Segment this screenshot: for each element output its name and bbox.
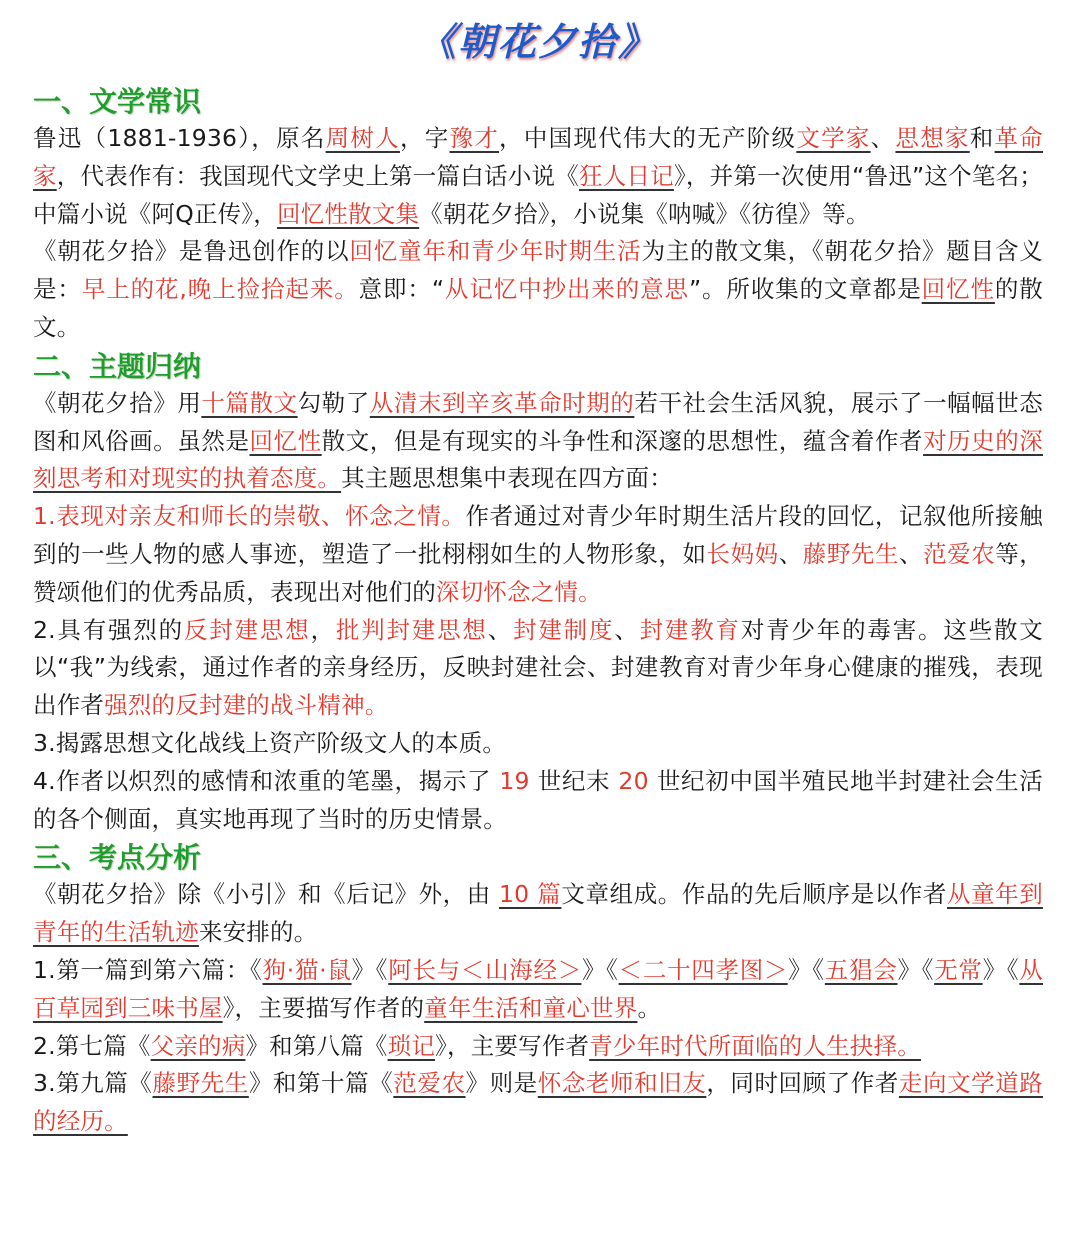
highlight: 回忆童年和青少年时期生活: [349, 237, 642, 266]
key-term: ＜二十四孝图＞: [618, 955, 788, 984]
key-term: 十篇散文: [201, 388, 298, 417]
text-run: 》，并第一次使用“鲁迅”这个笔名；中篇小说《阿Q正传》，: [33, 161, 1044, 228]
key-term: 怀念老师和旧友: [537, 1069, 707, 1098]
key-term: 狗·猫·鼠: [262, 955, 352, 984]
section-heading: 一、文学常识: [33, 85, 202, 118]
text-run: 鲁迅（1881-1936），原名: [33, 124, 326, 152]
key-term: 文学家: [796, 124, 871, 152]
highlight: 封建制度: [513, 615, 615, 644]
text-run: 散文，但是有现实的斗争性和深邃的思想性，蕴含着作者: [321, 426, 924, 455]
highlight: 早上的花,晚上捡拾起来。: [81, 275, 359, 304]
key-term: 对历史的深刻思考和对现实的执着态度。: [33, 426, 1043, 493]
highlight: 从记忆中抄出来的意思: [444, 275, 689, 304]
text-run: 、: [614, 615, 640, 644]
section-heading: 二、主题归纳: [33, 349, 202, 383]
text-run: 》和第十篇《: [248, 1069, 394, 1098]
section-exam-analysis: [33, 840, 1043, 1141]
text-run: 4.作者以炽烈的感情和浓重的笔墨，揭示了: [33, 766, 500, 795]
paragraph: [33, 725, 1043, 763]
highlight: 19: [499, 766, 530, 795]
text-run: 等，赞颂他们的优秀品质，表现出对他们的: [33, 539, 1044, 606]
highlight: 范爱农: [923, 539, 996, 568]
key-term: 童年生活和童心世界: [424, 993, 638, 1022]
text-run: 》和第八篇《: [245, 1031, 388, 1060]
key-term: 父亲的病: [150, 1031, 246, 1060]
text-run: 勾勒了: [297, 388, 370, 417]
key-term: 走向文学道路的经历。: [33, 1069, 1044, 1136]
text-run: 来安排的。: [198, 918, 318, 947]
section-heading: 三、考点分析: [33, 841, 202, 875]
highlight: 封建教育: [639, 615, 741, 644]
key-term: 回忆性: [921, 275, 995, 304]
key-term: 10 篇: [498, 880, 562, 909]
text-run: 2.具有强烈的: [33, 615, 184, 644]
text-run: 为主的散文集，《朝花夕拾》题目含义是：: [33, 237, 1043, 304]
text-run: 和: [969, 124, 995, 152]
section-theme-summary: [33, 349, 1043, 839]
paragraph: [33, 1065, 1043, 1141]
paragraph: [33, 385, 1043, 498]
text-run: 3.第九篇《: [33, 1069, 153, 1098]
text-run: 《朝花夕拾》用: [33, 388, 202, 417]
text-run: ，中国现代伟大的无产阶级: [499, 124, 797, 152]
paragraph: [33, 876, 1043, 952]
highlight: 20: [618, 766, 649, 795]
text-run: 》，主要写作者: [435, 1031, 590, 1060]
key-term: 琐记: [387, 1031, 436, 1060]
key-term: 从童年到青年的生活轨迹: [33, 880, 1043, 947]
text-run: 》《: [897, 955, 935, 984]
text-run: 》《: [351, 955, 389, 984]
text-run: 对青少年的毒害。这些散文以“我”为线索，通过作者的亲身经历，反映封建社会、封建教育对青少年身心健康的摧残，表现出作者: [33, 615, 1043, 720]
text-run: ，: [310, 615, 336, 644]
key-term: 从百草园到三味书屋: [33, 955, 1044, 1022]
highlight: 深切怀念之情。: [435, 577, 602, 606]
text-run: 、: [899, 539, 924, 568]
text-run: ，代表作有：我国现代文学史上第一篇白话小说《: [56, 161, 579, 190]
key-term: 五猖会: [824, 955, 898, 984]
text-run: 、: [778, 539, 803, 568]
text-run: 》《: [982, 955, 1020, 984]
paragraph: [33, 120, 1043, 233]
text-run: 文章组成。作品的先后顺序是以作者: [561, 880, 947, 909]
text-run: 《朝花夕拾》除《小引》和《后记》外，由: [33, 880, 499, 909]
text-run: 其主题思想集中表现在四方面：: [341, 464, 673, 493]
highlight: 1.表现对亲友和师长的崇敬、怀念之情。: [33, 502, 466, 531]
text-run: 》，主要描写作者的: [222, 993, 425, 1022]
paragraph: [33, 612, 1043, 725]
highlight: 反封建思想: [184, 615, 311, 644]
text-run: ”。所收集的文章都是: [688, 275, 922, 304]
text-run: 世纪初中国半殖民地半封建社会生活的各个侧面，真实地再现了当时的历史情景。: [33, 766, 1044, 833]
page-title: 《朝花夕拾》: [417, 19, 658, 64]
highlight: 批判封建思想: [335, 615, 488, 644]
text-run: 意即：“: [358, 275, 445, 304]
text-run: 1.第一篇到第六篇：《: [33, 955, 263, 984]
key-term: 回忆性: [249, 426, 322, 455]
text-run: 》《: [787, 955, 825, 984]
key-term: 狂人日记: [578, 161, 674, 190]
text-run: 作者通过对青少年时期生活片段的回忆，记叙他所接触到的一些人物的感人事迹，塑造了一批栩栩如生的人物形象，如: [33, 502, 1043, 568]
key-term: 阿长与＜山海经＞: [388, 955, 582, 984]
text-run: 、: [487, 615, 514, 644]
key-term: 无常: [934, 955, 983, 984]
highlight: 藤野先生: [802, 539, 900, 568]
document-page: [33, 12, 1043, 1141]
text-run: 《朝花夕拾》，小说集《呐喊》《彷徨》等。: [419, 199, 870, 228]
key-term: 思想家: [895, 124, 970, 152]
text-run: ，字: [399, 124, 450, 152]
text-run: 》则是: [465, 1069, 538, 1098]
highlight: 强烈的反封建的战斗精神。: [104, 691, 389, 720]
key-term: 藤野先生: [152, 1069, 249, 1098]
section-literary-knowledge: [33, 84, 1043, 347]
text-run: 3.揭露思想文化战线上资产阶级文人的本质。: [33, 728, 507, 757]
key-term: 青少年时代所面临的人生抉择。: [589, 1031, 922, 1060]
text-run: 《朝花夕拾》是鲁迅创作的以: [33, 237, 350, 266]
paragraph: [33, 763, 1043, 839]
highlight: 长妈妈: [706, 539, 779, 568]
text-run: 》《: [581, 955, 619, 984]
key-term: 回忆性散文集: [276, 199, 420, 228]
text-run: 的散文。: [33, 275, 1043, 341]
key-term: 豫才: [449, 124, 500, 152]
paragraph: [33, 952, 1043, 1028]
text-run: 2.第七篇《: [33, 1031, 151, 1060]
paragraph: [33, 1028, 1043, 1066]
text-run: 世纪末: [529, 766, 619, 795]
key-term: 革命家: [33, 124, 1044, 190]
paragraph: [33, 233, 1043, 346]
key-term: 从清末到辛亥革命时期的: [369, 388, 635, 417]
text-run: 。: [637, 993, 662, 1022]
key-term: 范爱农: [393, 1069, 466, 1098]
text-run: 若干社会生活风貌，展示了一幅幅世态图和风俗画。虽然是: [33, 388, 1043, 455]
paragraph: [33, 498, 1043, 611]
text-run: 、: [870, 124, 896, 152]
key-term: 周树人: [325, 124, 400, 152]
text-run: ，同时回顾了作者: [706, 1069, 899, 1098]
